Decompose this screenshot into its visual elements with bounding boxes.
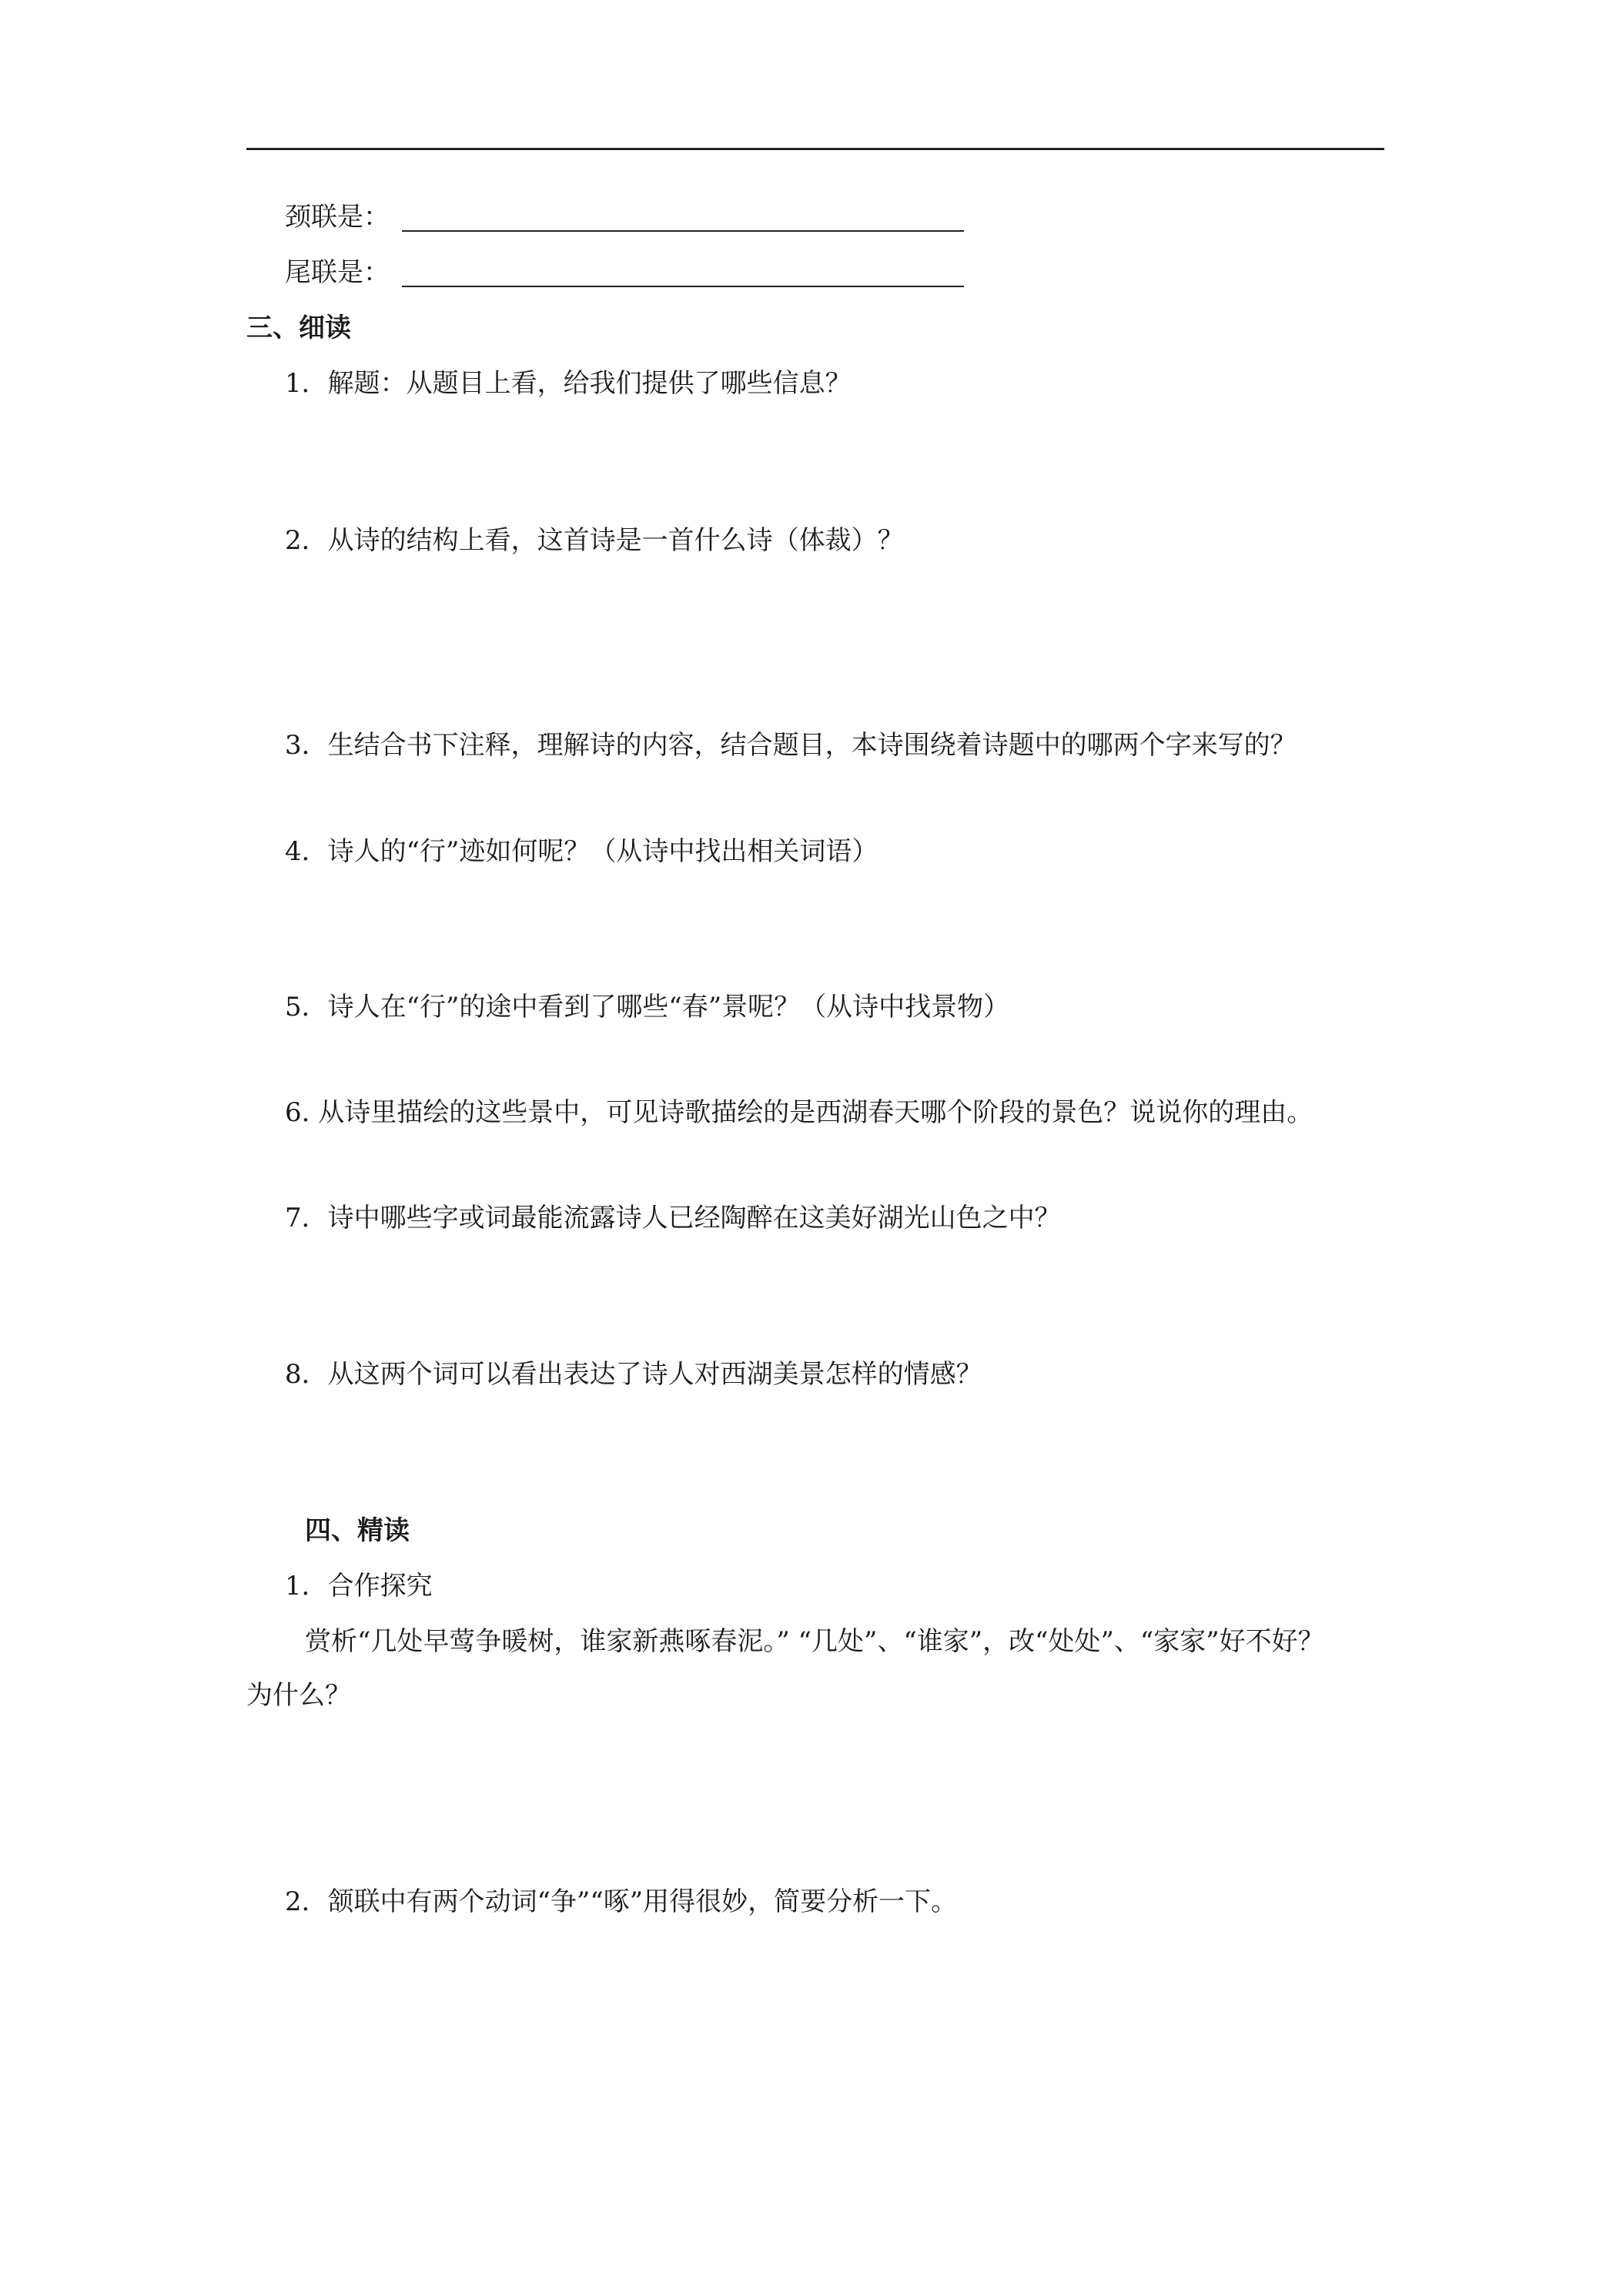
neck-couplet-answer-blank[interactable] <box>402 230 964 232</box>
question-4: 4．诗人的“行”迹如何呢？（从诗中找出相关词语） <box>285 836 878 867</box>
question-8: 8．从这两个词可以看出表达了诗人对西湖美景怎样的情感？ <box>285 1359 982 1390</box>
question-5: 5．诗人在“行”的途中看到了哪些“春”景呢？（从诗中找景物） <box>285 992 1010 1022</box>
tail-couplet-label: 尾联是： <box>285 257 390 288</box>
section-4-question-1-text-continued: 为什么？ <box>246 1680 351 1711</box>
section-4-title: 四、精读 <box>305 1515 410 1546</box>
question-2: 2．从诗的结构上看，这首诗是一首什么诗（体裁）？ <box>285 525 904 556</box>
section-4-question-1-text: 赏析“几处早莺争暖树，谁家新燕啄春泥。” “几处”、“谁家”，改“处处”、“家家”好不好？ <box>305 1626 1324 1657</box>
neck-couplet-label: 颈联是： <box>285 202 390 233</box>
section-3-title: 三、细读 <box>246 313 351 343</box>
section-4-question-1: 1．合作探究 <box>285 1571 433 1602</box>
question-1: 1．解题：从题目上看，给我们提供了哪些信息？ <box>285 368 852 399</box>
header-rule <box>246 148 1384 150</box>
question-7: 7．诗中哪些字或词最能流露诗人已经陶醉在这美好湖光山色之中？ <box>285 1203 1061 1233</box>
question-6: 6. 从诗里描绘的这些景中，可见诗歌描绘的是西湖春天哪个阶段的景色？说说你的理由。 <box>285 1097 1313 1128</box>
tail-couplet-answer-blank[interactable] <box>402 286 964 287</box>
question-3: 3．生结合书下注释，理解诗的内容，结合题目，本诗围绕着诗题中的哪两个字来写的？ <box>285 730 1297 761</box>
section-4-question-2: 2．颔联中有两个动词“争”“啄”用得很妙，简要分析一下。 <box>285 1886 958 1917</box>
